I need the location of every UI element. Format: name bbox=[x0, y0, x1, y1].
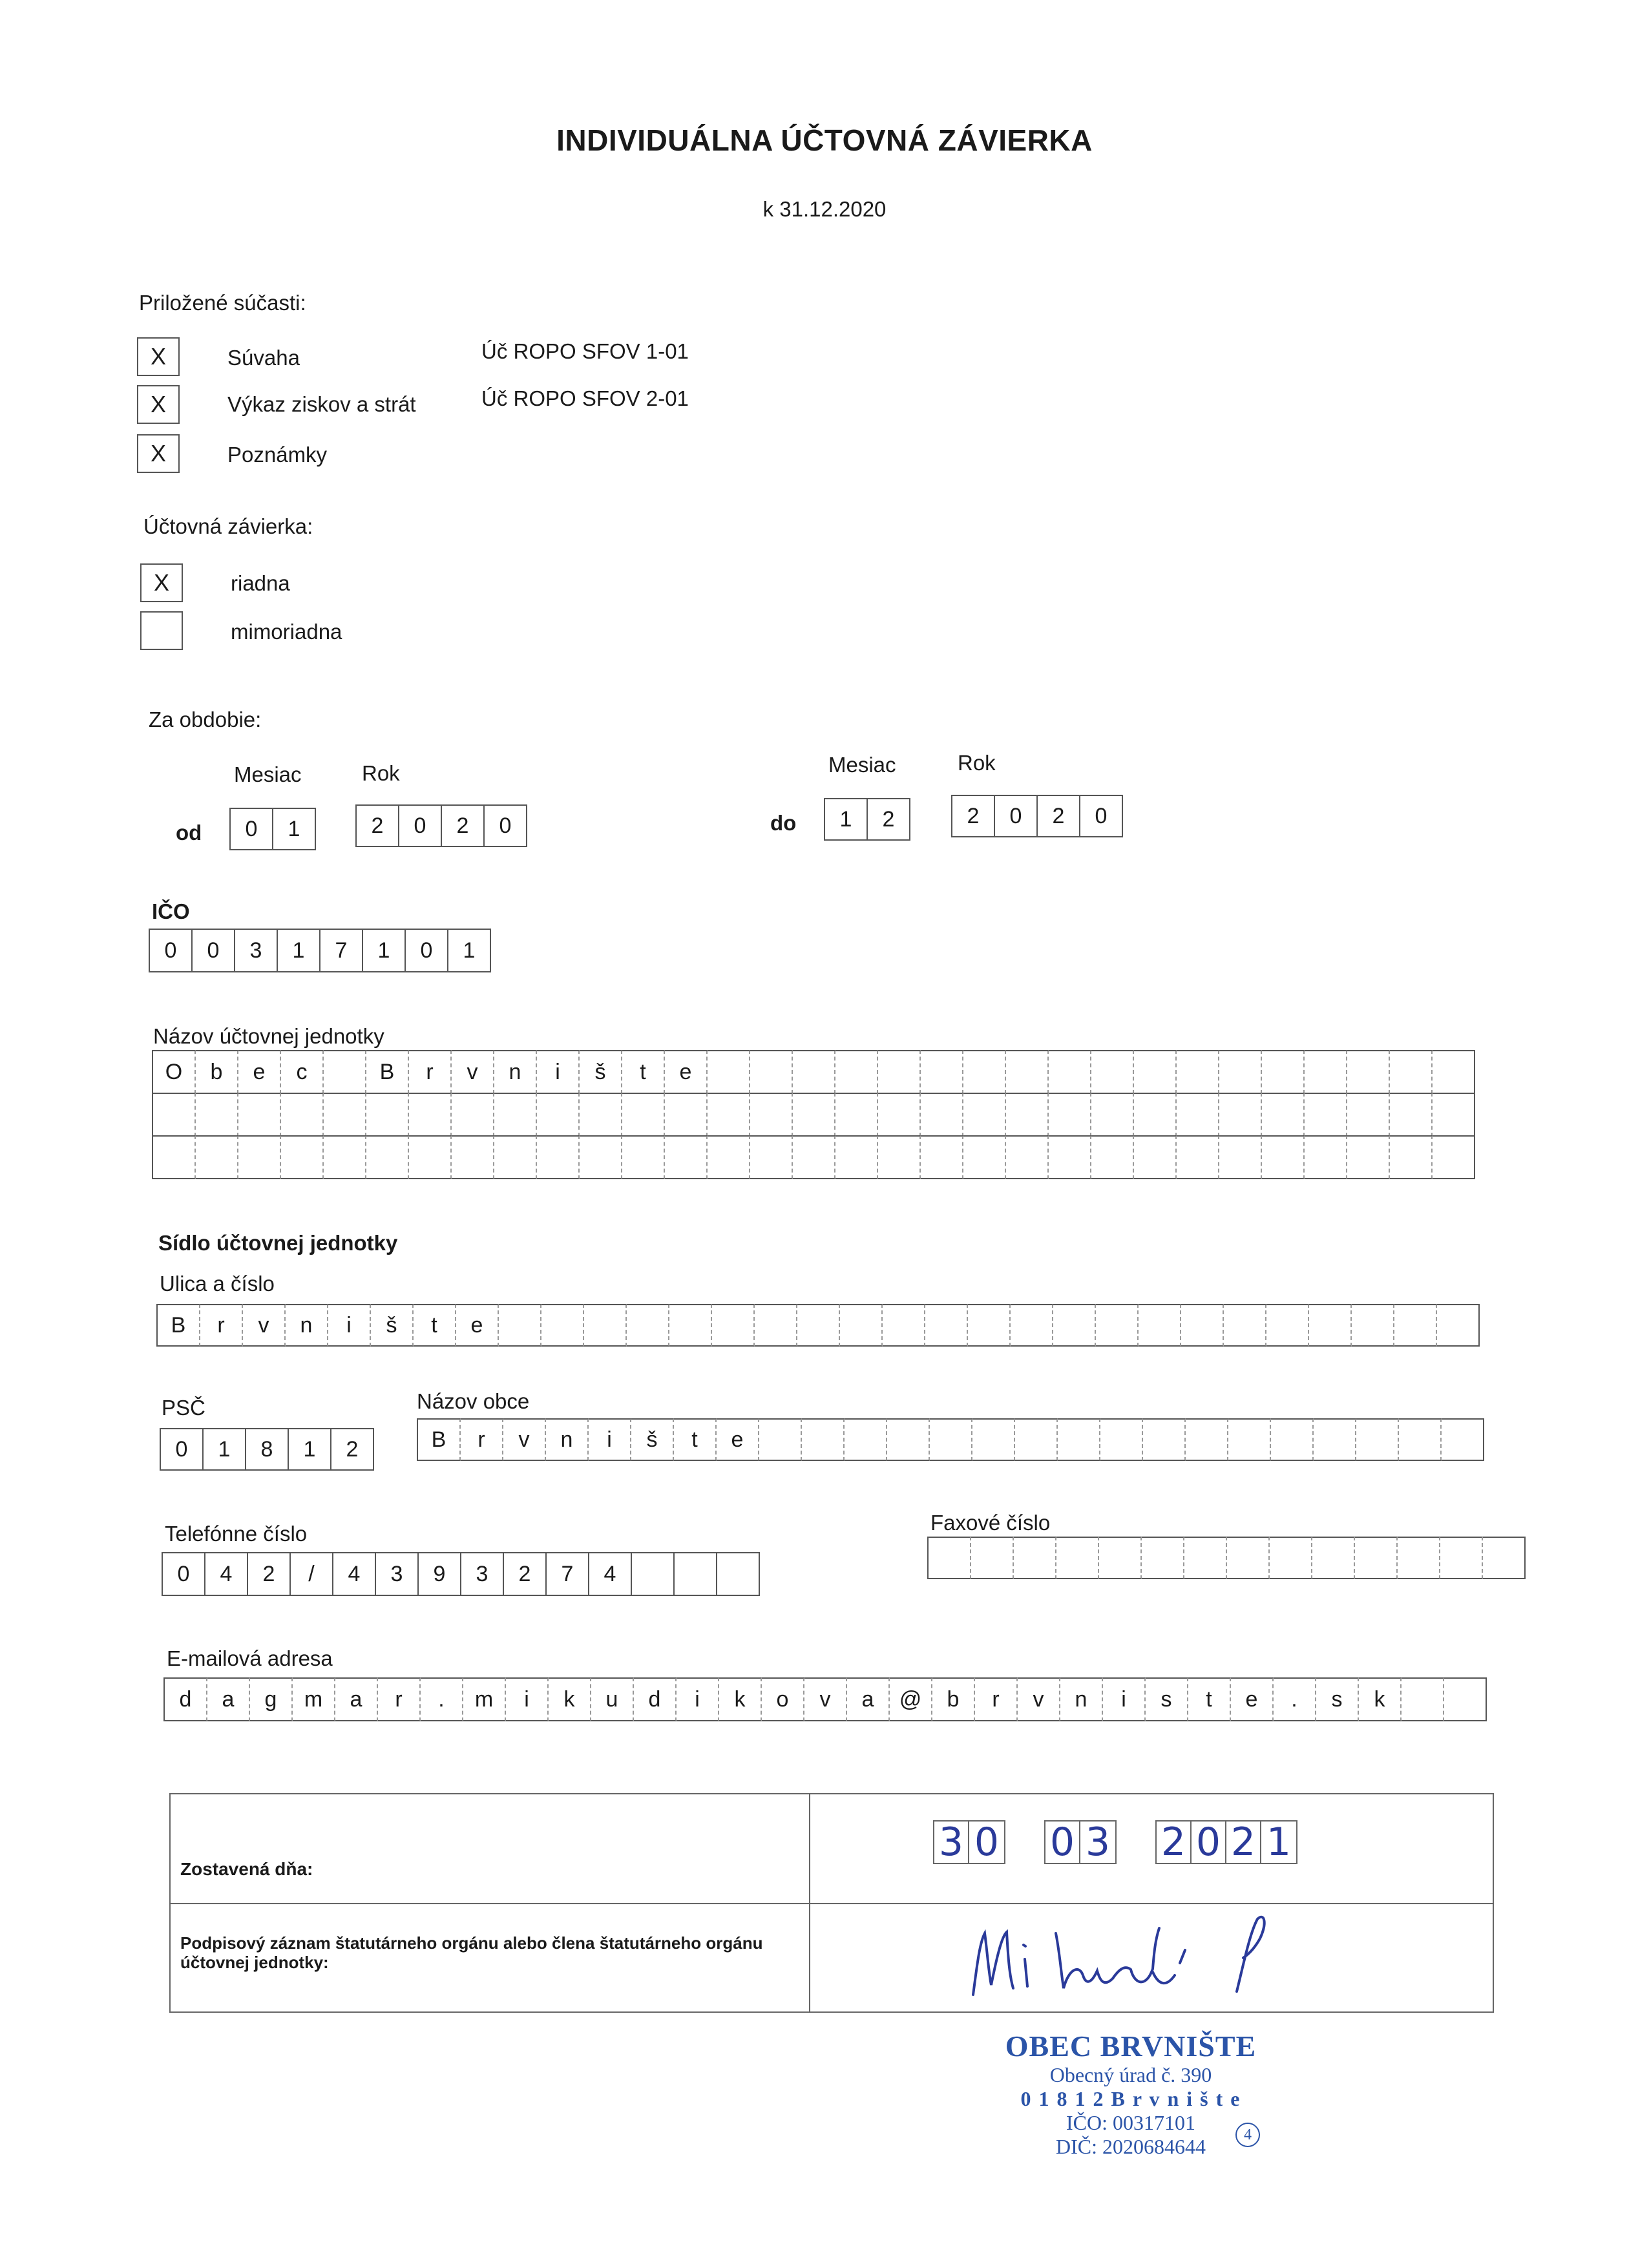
phone-field[interactable] bbox=[162, 1552, 760, 1596]
from-year-label: Rok bbox=[362, 761, 400, 785]
handwritten-digit: 2 bbox=[1157, 1822, 1192, 1863]
char-cell[interactable]: r bbox=[378, 1677, 421, 1721]
char-cell[interactable] bbox=[793, 1135, 835, 1179]
char-cell[interactable] bbox=[1099, 1537, 1142, 1579]
char-cell[interactable] bbox=[153, 1135, 196, 1179]
char-cell[interactable] bbox=[845, 1418, 887, 1461]
char-cell[interactable] bbox=[196, 1135, 238, 1179]
char-cell[interactable] bbox=[1356, 1418, 1399, 1461]
handwritten-digit: 0 bbox=[1192, 1822, 1226, 1863]
to-year-field[interactable] bbox=[951, 795, 1123, 837]
closing-type-checkbox-regular[interactable]: X bbox=[140, 563, 183, 602]
handwritten-digit: 2 bbox=[1226, 1822, 1261, 1863]
char-cell[interactable] bbox=[1015, 1418, 1058, 1461]
char-cell[interactable]: 1 bbox=[204, 1428, 246, 1471]
char-cell[interactable] bbox=[1224, 1304, 1266, 1347]
char-cell[interactable]: 7 bbox=[547, 1552, 589, 1596]
char-cell[interactable] bbox=[750, 1050, 793, 1094]
char-cell[interactable] bbox=[1440, 1537, 1483, 1579]
char-cell[interactable] bbox=[1091, 1135, 1134, 1179]
attachment-label-income: Výkaz ziskov a strát bbox=[227, 392, 416, 416]
stamp-line-2: Obecný úrad č. 390 bbox=[1049, 2063, 1212, 2086]
char-cell[interactable]: i bbox=[537, 1050, 580, 1094]
document-title: INDIVIDUÁLNA ÚČTOVNÁ ZÁVIERKA bbox=[556, 123, 1093, 157]
char-cell[interactable]: k bbox=[549, 1677, 591, 1721]
char-cell[interactable]: 4 bbox=[205, 1552, 248, 1596]
char-cell[interactable]: 1 bbox=[278, 929, 320, 972]
char-cell[interactable] bbox=[1399, 1418, 1442, 1461]
char-cell[interactable] bbox=[883, 1304, 925, 1347]
unit-name-field-row1[interactable] bbox=[152, 1050, 1475, 1094]
char-cell[interactable]: a bbox=[335, 1677, 378, 1721]
char-cell[interactable] bbox=[1262, 1050, 1305, 1094]
handwritten-digit: 3 bbox=[1085, 1820, 1111, 1865]
city-label: Názov obce bbox=[417, 1389, 530, 1413]
char-cell[interactable] bbox=[281, 1135, 324, 1179]
char-cell[interactable]: r bbox=[975, 1677, 1018, 1721]
char-cell[interactable] bbox=[632, 1552, 675, 1596]
char-cell[interactable] bbox=[580, 1135, 622, 1179]
char-cell[interactable] bbox=[1177, 1093, 1219, 1137]
char-cell[interactable]: O bbox=[153, 1050, 196, 1094]
char-cell[interactable] bbox=[1390, 1135, 1433, 1179]
char-cell[interactable]: t bbox=[1188, 1677, 1231, 1721]
signature-record-label: Podpisový záznam štatutárneho orgánu alebo člena štatutárneho orgánu účtovnej jednotky: bbox=[180, 1933, 763, 1972]
char-cell[interactable]: n bbox=[286, 1304, 328, 1347]
char-cell[interactable]: r bbox=[409, 1050, 452, 1094]
char-cell[interactable]: r bbox=[200, 1304, 243, 1347]
char-cell[interactable] bbox=[1433, 1050, 1475, 1094]
char-cell[interactable]: m bbox=[293, 1677, 335, 1721]
char-cell[interactable]: 0 bbox=[193, 929, 235, 972]
char-cell[interactable]: a bbox=[847, 1677, 890, 1721]
char-cell[interactable] bbox=[1352, 1304, 1394, 1347]
char-cell[interactable] bbox=[537, 1135, 580, 1179]
char-cell[interactable]: k bbox=[719, 1677, 762, 1721]
char-cell[interactable] bbox=[1181, 1304, 1224, 1347]
street-field[interactable] bbox=[156, 1304, 1480, 1347]
stamp-line-5: DIČ: 2020684644 bbox=[1056, 2135, 1206, 2158]
char-cell[interactable] bbox=[1433, 1135, 1475, 1179]
char-cell[interactable] bbox=[1184, 1537, 1227, 1579]
char-cell[interactable] bbox=[1347, 1093, 1390, 1137]
char-cell[interactable] bbox=[1056, 1537, 1099, 1579]
char-cell[interactable]: . bbox=[1274, 1677, 1316, 1721]
char-cell[interactable]: o bbox=[762, 1677, 804, 1721]
psc-field[interactable] bbox=[160, 1428, 374, 1471]
char-cell[interactable] bbox=[1143, 1418, 1186, 1461]
char-cell[interactable]: e bbox=[717, 1418, 759, 1461]
char-cell[interactable] bbox=[1177, 1135, 1219, 1179]
handwritten-digit: 0 bbox=[974, 1820, 1000, 1865]
char-cell[interactable]: b bbox=[196, 1050, 238, 1094]
char-cell[interactable]: 1 bbox=[289, 1428, 331, 1471]
char-cell[interactable] bbox=[750, 1135, 793, 1179]
char-cell[interactable] bbox=[708, 1050, 750, 1094]
char-cell[interactable]: e bbox=[1231, 1677, 1274, 1721]
char-cell[interactable]: u bbox=[591, 1677, 634, 1721]
char-cell[interactable]: 4 bbox=[333, 1552, 376, 1596]
char-cell[interactable] bbox=[541, 1304, 584, 1347]
char-cell[interactable] bbox=[1142, 1537, 1184, 1579]
char-cell[interactable]: d bbox=[634, 1677, 677, 1721]
char-cell[interactable] bbox=[627, 1304, 669, 1347]
char-cell[interactable]: 3 bbox=[461, 1552, 504, 1596]
stamp-line-3: 0 1 8 1 2 B r v n i š t e bbox=[1020, 2087, 1241, 2110]
char-cell[interactable]: 0 bbox=[485, 804, 527, 847]
char-cell[interactable] bbox=[708, 1135, 750, 1179]
char-cell[interactable]: 1 bbox=[448, 929, 491, 972]
char-cell[interactable] bbox=[1219, 1050, 1262, 1094]
char-cell[interactable] bbox=[1006, 1093, 1049, 1137]
stamp-badge: 4 bbox=[1235, 2123, 1260, 2147]
char-cell[interactable]: 2 bbox=[357, 804, 399, 847]
char-cell[interactable] bbox=[1402, 1677, 1444, 1721]
char-cell[interactable]: 2 bbox=[868, 798, 910, 841]
phone-label: Telefónne číslo bbox=[165, 1522, 308, 1546]
char-cell[interactable] bbox=[921, 1093, 963, 1137]
from-label: od bbox=[176, 821, 202, 845]
char-cell[interactable] bbox=[1433, 1093, 1475, 1137]
char-cell[interactable]: i bbox=[589, 1418, 631, 1461]
char-cell[interactable] bbox=[963, 1050, 1006, 1094]
char-cell[interactable]: v bbox=[452, 1050, 494, 1094]
char-cell[interactable] bbox=[1305, 1135, 1347, 1179]
document-date: k 31.12.2020 bbox=[762, 197, 887, 221]
char-cell[interactable]: . bbox=[421, 1677, 463, 1721]
char-cell[interactable]: n bbox=[546, 1418, 589, 1461]
char-cell[interactable] bbox=[1139, 1304, 1181, 1347]
char-cell[interactable]: n bbox=[494, 1050, 537, 1094]
char-cell[interactable] bbox=[1305, 1093, 1347, 1137]
char-cell[interactable]: š bbox=[371, 1304, 414, 1347]
char-cell[interactable] bbox=[537, 1093, 580, 1137]
char-cell[interactable]: 3 bbox=[376, 1552, 419, 1596]
char-cell[interactable]: 0 bbox=[150, 929, 193, 972]
char-cell[interactable]: š bbox=[631, 1418, 674, 1461]
char-cell[interactable] bbox=[971, 1537, 1014, 1579]
char-cell[interactable] bbox=[153, 1093, 196, 1137]
char-cell[interactable] bbox=[494, 1093, 537, 1137]
to-label: do bbox=[770, 811, 797, 835]
char-cell[interactable] bbox=[1049, 1135, 1091, 1179]
from-year-field[interactable] bbox=[355, 804, 527, 847]
handwritten-digit: 1 bbox=[1266, 1820, 1292, 1865]
char-cell[interactable]: B bbox=[366, 1050, 409, 1094]
char-cell[interactable]: 4 bbox=[589, 1552, 632, 1596]
char-cell[interactable]: t bbox=[674, 1418, 717, 1461]
char-cell[interactable]: i bbox=[328, 1304, 371, 1347]
char-cell[interactable]: 2 bbox=[504, 1552, 547, 1596]
char-cell[interactable]: s bbox=[1316, 1677, 1359, 1721]
char-cell[interactable]: 0 bbox=[399, 804, 442, 847]
char-cell[interactable] bbox=[675, 1552, 717, 1596]
char-cell[interactable] bbox=[878, 1050, 921, 1094]
char-cell[interactable] bbox=[963, 1135, 1006, 1179]
period-heading: Za obdobie: bbox=[149, 708, 262, 731]
char-cell[interactable] bbox=[324, 1135, 366, 1179]
attachment-checkbox-notes[interactable]: X bbox=[137, 434, 180, 473]
street-label: Ulica a číslo bbox=[160, 1272, 275, 1296]
char-cell[interactable]: e bbox=[665, 1050, 708, 1094]
char-cell[interactable]: 1 bbox=[273, 808, 316, 850]
char-cell[interactable]: t bbox=[622, 1050, 665, 1094]
char-cell[interactable]: v bbox=[503, 1418, 546, 1461]
char-cell[interactable] bbox=[972, 1418, 1015, 1461]
unit-name-label: Názov účtovnej jednotky bbox=[153, 1024, 384, 1048]
char-cell[interactable] bbox=[1390, 1093, 1433, 1137]
char-cell[interactable] bbox=[622, 1135, 665, 1179]
char-cell[interactable] bbox=[1228, 1418, 1271, 1461]
closing-type-label-extraordinary: mimoriadna bbox=[231, 620, 342, 644]
char-cell[interactable]: m bbox=[463, 1677, 506, 1721]
attachment-label-balance: Súvaha bbox=[227, 346, 300, 370]
char-cell[interactable]: 0 bbox=[995, 795, 1038, 837]
char-cell[interactable] bbox=[717, 1552, 760, 1596]
char-cell[interactable] bbox=[1398, 1537, 1440, 1579]
char-cell[interactable] bbox=[1049, 1050, 1091, 1094]
char-cell[interactable]: 0 bbox=[161, 1428, 204, 1471]
char-cell[interactable] bbox=[1266, 1304, 1309, 1347]
signature-table bbox=[169, 1793, 1494, 2013]
compiled-date-field[interactable] bbox=[933, 1820, 1297, 1864]
char-cell[interactable] bbox=[835, 1093, 878, 1137]
char-cell[interactable]: d bbox=[165, 1677, 207, 1721]
char-cell[interactable] bbox=[669, 1304, 712, 1347]
char-cell[interactable] bbox=[921, 1050, 963, 1094]
char-cell[interactable]: 0 bbox=[163, 1552, 205, 1596]
char-cell[interactable]: 1 bbox=[363, 929, 406, 972]
char-cell[interactable] bbox=[1271, 1418, 1314, 1461]
char-cell[interactable]: 2 bbox=[331, 1428, 374, 1471]
closing-type-heading: Účtovná závierka: bbox=[143, 514, 313, 538]
char-cell[interactable] bbox=[452, 1093, 494, 1137]
to-month-field[interactable] bbox=[824, 798, 910, 841]
unit-name-field-row2[interactable] bbox=[152, 1093, 1475, 1137]
from-month-field[interactable] bbox=[229, 808, 316, 850]
char-cell[interactable] bbox=[835, 1135, 878, 1179]
char-cell[interactable] bbox=[1483, 1537, 1526, 1579]
char-cell[interactable] bbox=[878, 1135, 921, 1179]
char-cell[interactable] bbox=[324, 1050, 366, 1094]
city-field[interactable] bbox=[417, 1418, 1484, 1461]
char-cell[interactable] bbox=[665, 1135, 708, 1179]
char-cell[interactable] bbox=[759, 1418, 802, 1461]
char-cell[interactable]: 0 bbox=[406, 929, 448, 972]
handwritten-digit: 0 bbox=[1045, 1822, 1080, 1863]
char-cell[interactable] bbox=[1006, 1050, 1049, 1094]
char-cell[interactable] bbox=[1049, 1093, 1091, 1137]
stamp-line-1: OBEC BRVNIŠTE bbox=[1005, 2030, 1257, 2063]
char-cell[interactable] bbox=[1100, 1418, 1143, 1461]
char-cell[interactable] bbox=[238, 1093, 281, 1137]
char-cell[interactable] bbox=[1309, 1304, 1352, 1347]
char-cell[interactable] bbox=[750, 1093, 793, 1137]
char-cell[interactable] bbox=[1134, 1135, 1177, 1179]
char-cell[interactable] bbox=[1011, 1304, 1053, 1347]
char-cell[interactable]: i bbox=[1103, 1677, 1146, 1721]
fax-field[interactable] bbox=[927, 1537, 1526, 1579]
char-cell[interactable] bbox=[196, 1093, 238, 1137]
char-cell[interactable] bbox=[878, 1093, 921, 1137]
char-cell[interactable] bbox=[1444, 1677, 1487, 1721]
fax-label: Faxové číslo bbox=[930, 1511, 1051, 1535]
char-cell[interactable]: e bbox=[238, 1050, 281, 1094]
char-cell[interactable]: 1 bbox=[825, 798, 868, 841]
closing-type-label-regular: riadna bbox=[231, 571, 290, 595]
char-cell[interactable]: 8 bbox=[246, 1428, 289, 1471]
char-cell[interactable]: @ bbox=[890, 1677, 932, 1721]
attachment-code-income: Úč ROPO SFOV 2-01 bbox=[481, 386, 689, 410]
char-cell[interactable]: s bbox=[1146, 1677, 1188, 1721]
char-cell[interactable] bbox=[1305, 1050, 1347, 1094]
char-cell[interactable]: B bbox=[418, 1418, 461, 1461]
char-cell[interactable]: e bbox=[456, 1304, 499, 1347]
char-cell[interactable]: a bbox=[207, 1677, 250, 1721]
char-cell[interactable] bbox=[409, 1093, 452, 1137]
char-cell[interactable] bbox=[1347, 1050, 1390, 1094]
to-year-label: Rok bbox=[958, 751, 996, 775]
char-cell[interactable] bbox=[366, 1135, 409, 1179]
char-cell[interactable] bbox=[1006, 1135, 1049, 1179]
char-cell[interactable] bbox=[1262, 1093, 1305, 1137]
stamp-line-4: IČO: 00317101 bbox=[1066, 2111, 1195, 2134]
ico-field[interactable] bbox=[149, 929, 491, 972]
char-cell[interactable] bbox=[1347, 1135, 1390, 1179]
char-cell[interactable] bbox=[793, 1050, 835, 1094]
char-cell[interactable] bbox=[1091, 1093, 1134, 1137]
char-cell[interactable] bbox=[968, 1304, 1011, 1347]
char-cell[interactable] bbox=[925, 1304, 968, 1347]
char-cell[interactable] bbox=[665, 1093, 708, 1137]
char-cell[interactable] bbox=[1014, 1537, 1056, 1579]
attachment-checkbox-balance[interactable]: X bbox=[137, 337, 180, 376]
char-cell[interactable]: 3 bbox=[235, 929, 278, 972]
attachments-heading: Priložené súčasti: bbox=[139, 291, 306, 315]
char-cell[interactable] bbox=[1270, 1537, 1312, 1579]
char-cell[interactable]: t bbox=[414, 1304, 456, 1347]
email-field[interactable] bbox=[163, 1677, 1487, 1721]
char-cell[interactable] bbox=[1058, 1418, 1100, 1461]
char-cell[interactable] bbox=[452, 1135, 494, 1179]
char-cell[interactable] bbox=[712, 1304, 755, 1347]
char-cell[interactable] bbox=[1442, 1418, 1484, 1461]
char-cell[interactable] bbox=[1134, 1093, 1177, 1137]
char-cell[interactable]: / bbox=[291, 1552, 333, 1596]
ico-label: IČO bbox=[152, 899, 190, 923]
char-cell[interactable] bbox=[1134, 1050, 1177, 1094]
email-label: E-mailová adresa bbox=[167, 1646, 333, 1670]
char-cell[interactable] bbox=[281, 1093, 324, 1137]
char-cell[interactable] bbox=[1219, 1093, 1262, 1137]
char-cell[interactable]: r bbox=[461, 1418, 503, 1461]
char-cell[interactable] bbox=[755, 1304, 797, 1347]
char-cell[interactable]: i bbox=[506, 1677, 549, 1721]
attachment-code-balance: Úč ROPO SFOV 1-01 bbox=[481, 339, 689, 363]
char-cell[interactable] bbox=[1394, 1304, 1437, 1347]
char-cell[interactable] bbox=[802, 1418, 845, 1461]
from-month-label: Mesiac bbox=[234, 762, 302, 786]
char-cell[interactable]: 0 bbox=[1080, 795, 1123, 837]
char-cell[interactable] bbox=[887, 1418, 930, 1461]
char-cell[interactable] bbox=[797, 1304, 840, 1347]
char-cell[interactable] bbox=[835, 1050, 878, 1094]
char-cell[interactable] bbox=[930, 1418, 972, 1461]
char-cell[interactable] bbox=[409, 1135, 452, 1179]
char-cell[interactable] bbox=[238, 1135, 281, 1179]
char-cell[interactable] bbox=[840, 1304, 883, 1347]
attachment-checkbox-income[interactable]: X bbox=[137, 385, 180, 424]
char-cell[interactable] bbox=[1219, 1135, 1262, 1179]
char-cell[interactable] bbox=[1390, 1050, 1433, 1094]
char-cell[interactable]: 2 bbox=[248, 1552, 291, 1596]
char-cell[interactable] bbox=[963, 1093, 1006, 1137]
char-cell[interactable] bbox=[1355, 1537, 1398, 1579]
char-cell[interactable]: š bbox=[580, 1050, 622, 1094]
char-cell[interactable] bbox=[622, 1093, 665, 1137]
char-cell[interactable]: v bbox=[243, 1304, 286, 1347]
char-cell[interactable] bbox=[1437, 1304, 1480, 1347]
char-cell[interactable]: k bbox=[1359, 1677, 1402, 1721]
unit-name-field-row3[interactable] bbox=[152, 1135, 1475, 1179]
char-cell[interactable] bbox=[1312, 1537, 1355, 1579]
handwritten-signature bbox=[965, 1907, 1301, 2004]
handwritten-digit: 3 bbox=[934, 1822, 969, 1863]
char-cell[interactable] bbox=[1314, 1418, 1356, 1461]
char-cell[interactable] bbox=[499, 1304, 541, 1347]
char-cell[interactable]: g bbox=[250, 1677, 293, 1721]
char-cell[interactable] bbox=[1096, 1304, 1139, 1347]
char-cell[interactable]: c bbox=[281, 1050, 324, 1094]
char-cell[interactable]: 7 bbox=[320, 929, 363, 972]
char-cell[interactable] bbox=[1186, 1418, 1228, 1461]
char-cell[interactable]: 0 bbox=[231, 808, 273, 850]
char-cell[interactable]: b bbox=[932, 1677, 975, 1721]
char-cell[interactable] bbox=[1227, 1537, 1270, 1579]
char-cell[interactable]: i bbox=[677, 1677, 719, 1721]
char-cell[interactable] bbox=[1053, 1304, 1096, 1347]
char-cell[interactable]: B bbox=[158, 1304, 200, 1347]
char-cell[interactable] bbox=[793, 1093, 835, 1137]
char-cell[interactable]: 2 bbox=[952, 795, 995, 837]
char-cell[interactable]: 9 bbox=[419, 1552, 461, 1596]
to-month-label: Mesiac bbox=[828, 753, 896, 777]
char-cell[interactable]: v bbox=[804, 1677, 847, 1721]
char-cell[interactable] bbox=[1091, 1050, 1134, 1094]
char-cell[interactable] bbox=[921, 1135, 963, 1179]
char-cell[interactable]: n bbox=[1060, 1677, 1103, 1721]
char-cell[interactable] bbox=[580, 1093, 622, 1137]
char-cell[interactable] bbox=[366, 1093, 409, 1137]
char-cell[interactable] bbox=[584, 1304, 627, 1347]
compiled-date-label: Zostavená dňa: bbox=[180, 1859, 313, 1879]
char-cell[interactable] bbox=[324, 1093, 366, 1137]
char-cell[interactable] bbox=[708, 1093, 750, 1137]
char-cell[interactable]: 2 bbox=[442, 804, 485, 847]
attachment-label-notes: Poznámky bbox=[227, 443, 328, 467]
closing-type-checkbox-extraordinary[interactable] bbox=[140, 611, 183, 650]
char-cell[interactable] bbox=[1262, 1135, 1305, 1179]
address-heading: Sídlo účtovnej jednotky bbox=[158, 1231, 398, 1255]
char-cell[interactable] bbox=[929, 1537, 971, 1579]
char-cell[interactable]: v bbox=[1018, 1677, 1060, 1721]
char-cell[interactable] bbox=[494, 1135, 537, 1179]
psc-label: PSČ bbox=[162, 1396, 205, 1420]
char-cell[interactable] bbox=[1177, 1050, 1219, 1094]
char-cell[interactable]: 2 bbox=[1038, 795, 1080, 837]
